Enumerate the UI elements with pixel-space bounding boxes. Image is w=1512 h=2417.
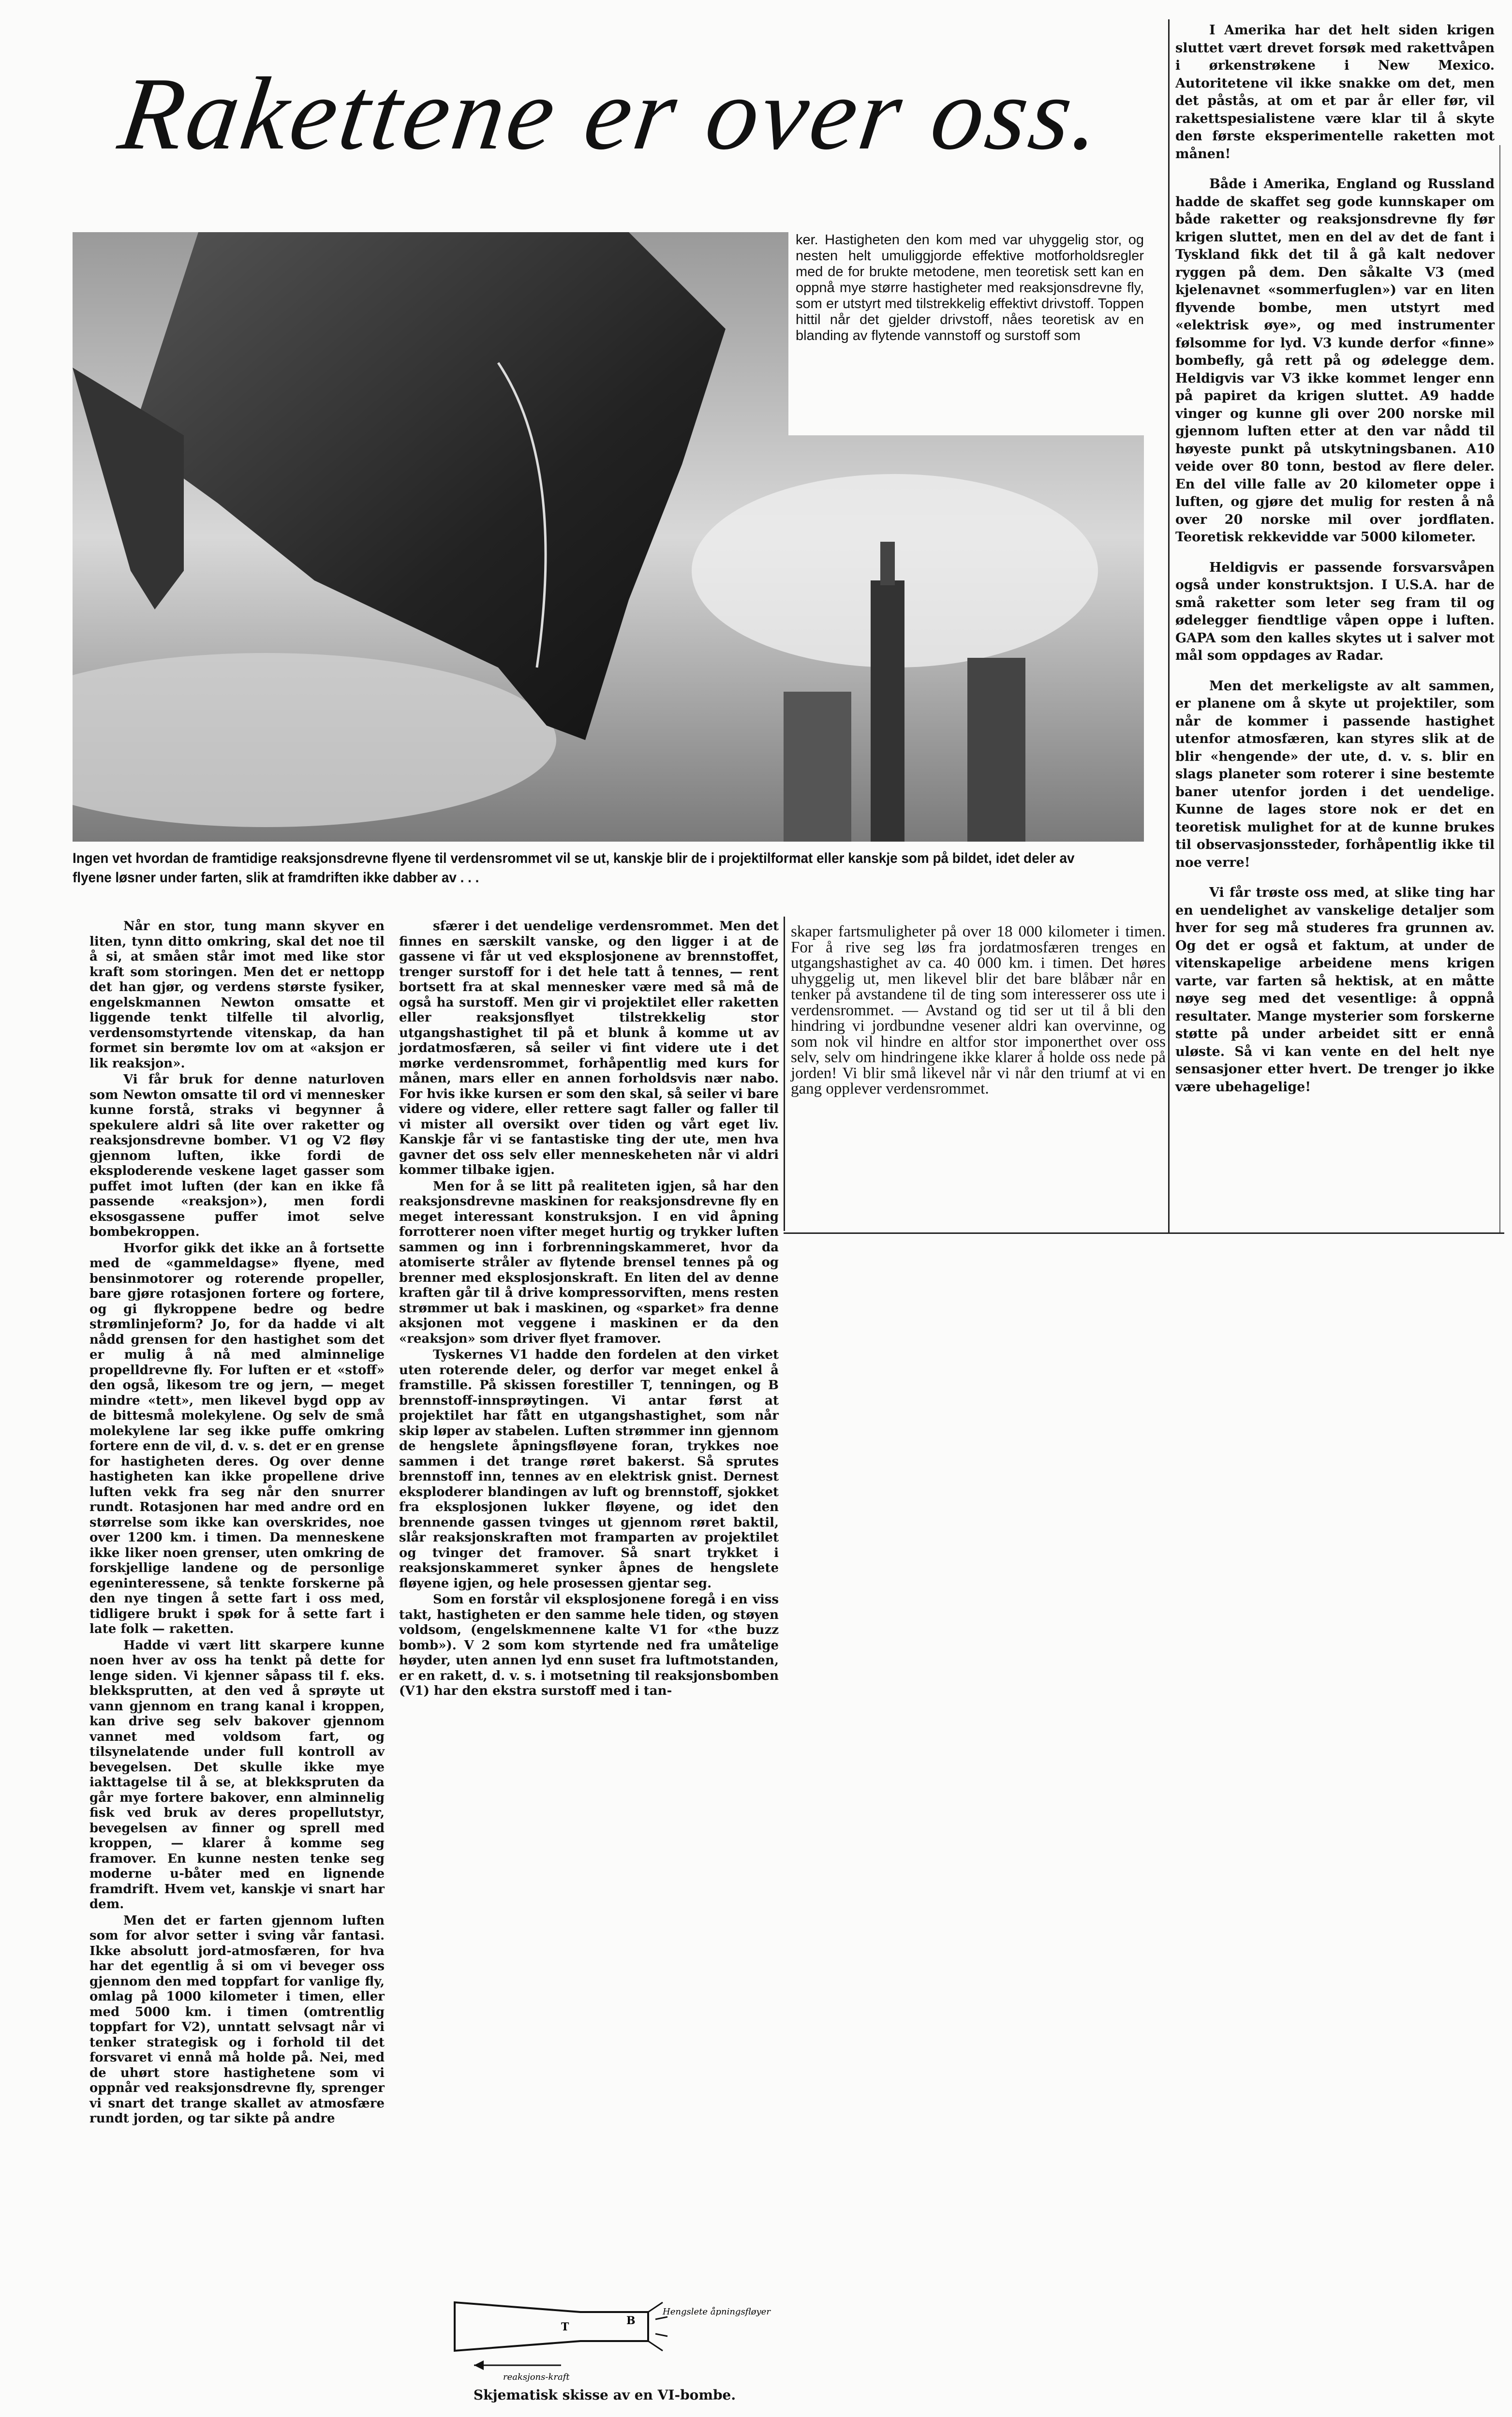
paragraph: Når en stor, tung mann skyver en liten, tynn ditto omkring, skal det noe til å si, at småen står imot med like stor kraft som storingen. Men det er nettopp det han gjør, og verdens største fysiker, engelskmannen Newton omsatte et liggende tenkt tilfelle til alvorlig, verdensomstyrtende vitenskap, da han formet sin berømte lov om at «aksjon er lik reaksjon». (89, 919, 385, 1071)
label-t: T (561, 2321, 569, 2333)
paragraph: Som en forstår vil eksplosjonene foregå i en viss takt, hastigheten er den samme hele tiden, og støyen voldsom, (engelskmennene kalte V1 for «the buzz bomb»). V 2 som kom styrtende ned fra umåtelige høyder, uten annen lyd enn suset fra luftmotstanden, er en rakett, d. v. s. i motsetning til reaksjonsbomben (V1) har den ekstra surstoff med i tan- (399, 1592, 779, 1698)
paragraph: Tyskernes V1 hadde den fordelen at den virket uten roterende deler, og derfor var meget enkel å framstille. På skissen forestiller T, tenningen, og B brennstoff-innsprøytingen. Vi antar først at projektilet har fått en utgangshastighet, som når skip løper av stabelen. Luften strømmer inn gjennom de hengslete åpningsfløyene foran, trykkes noe sammen i det trange røret bakerst. Så sprutes brennstoff inn, tennes av en elektrisk gnist. Dernest eksploderer blandingen av luft og brennstoff, sjokket fra eksplosjonen lukker fløyene, og idet den brennende gassen tvinges ut gjennom røret baktil, slår reaksjonskraften mot framparten av projektilet og tvinger det framover. Så snart trykket i reaksjonskammeret synker åpnes de hengslete fløyene igjen, og hele prosessen gjentar seg. (399, 1348, 779, 1591)
label-b: B (626, 2314, 636, 2327)
paragraph: sfærer i det uendelige verdensrommet. Men det finnes en særskilt vanske, og den ligger i at de gassene vi får ut ved eksplosjonene av brennstoffet, trenger surstoff for i det hele tatt å tennes, — rent bortsett fra at skal mennesker være med så må de også ha surstoff. Men gir vi projektilet eller raketten eller reaksjonsflyet tilstrekkelig stor utgangshastighet til på et blunk å komme ut av jordatmosfæren, så seiler vi fint videre ute i det mørke verdensrommet, forhåpentlig med kurs for månen, mars eller en annen forholdsvis nær nabo. For hvis ikke kursen er som den skal, så seiler vi bare videre og videre, eller rettere sagt faller og faller til vi mister all oversikt over tiden og vårt eget liv. Kanskje får vi se fantastiske ting der ute, men hva gavner det oss selv eller menneskeheten når vi aldri kommer tilbake igjen. (399, 919, 779, 1177)
column-3 (791, 924, 1166, 1097)
column-rule (1499, 145, 1500, 1233)
photo-caption: Ingen vet hvordan de framtidige reaksjonsdrevne flyene til verdensrommet vil se ut, kanskje blir de i projektilformat eller kanskje som på bildet, idet deler av flyene løsner under farten, slik at framdriften ikke dabber av . . . (73, 850, 1075, 886)
paragraph: Hvorfor gikk det ikke an å fortsette med de «gammeldagse» flyene, med bensinmotorer og roterende propeller, bare gjøre rotasjonen fortere og fortere, og gi flykroppene bedre og bedre strømlinjeform? Jo, for da hadde vi alt nådd grensen for den hastighet som det er mulig å nå med alminnelige propelldrevne fly. For luften er et «stoff» den også, likesom tre og jern, — meget mindre «tett», men likevel bygd opp av de bittesmå molekylene. Og selv de små molekylene lar seg ikke puffe omkring fortere enn de vil, d. v. s. det er en grense for hastigheten deres. Og over denne hastigheten kan ikke propellene drive luften vekk fra seg når den snurrer rundt. Rotasjonen har med andre ord en størrelse som ikke kan overskrides, noe over 1200 km. i timen. Da menneskene ikke liker noen grenser, uten omkring de forskjellige landene og de personlige egeninteressene, så tenkte forskerne på den nye tingen å sette fart i oss med, tidligere brukt i spøk for å sette fart i late folk — raketten. (89, 1241, 385, 1636)
paragraph: Hadde vi vært litt skarpere kunne noen hver av oss ha tenkt på dette for lenge siden. Vi kjenner såpass til f. eks. blekksprutten, at den ved å sprøyte ut vann gjennom en trang kanal i kroppen, kan drive seg selv bakover gjennom vannet med voldsom fart, og tilsynelatende under full kontroll av bevegelsen. Det skulle ikke mye iakttagelse til å se, at blekkspruten da går mye fortere bakover, enn alminnelig fisk ved bruk av deres propellutstyr, bevegelsen av finner og sprell med kroppen, — klarer å komme seg framover. En kunne nesten tenke seg moderne u-båter med en lignende framdrift. Hvem vet, kanskje vi snart har dem. (89, 1638, 385, 1912)
paragraph: I Amerika har det helt siden krigen sluttet vært drevet forsøk med rakettvåpen i ørkenstrøkene i New Mexico. Autoritetene vil ikke snakke om det, men det påstås, at om et par år eller før, vil rakettspesialistene være klar til å skyte den første eksperimentelle raketten mot månen! (1175, 23, 1495, 162)
label-force: reaksjons-kraft (503, 2372, 570, 2382)
column-rule (1168, 19, 1170, 1233)
right-column (1175, 22, 1495, 1109)
paragraph: skaper fartsmuligheter på over 18 000 kilometer i timen. For å rive seg løs fra jordatmosfæren trenges en utgangshastighet av ca. 40 000 km. i timen. Det høres uhyggelig ut, men likevel blir det bare blåbær når en tenker på avstandene til de ting som interesserer oss ute i verdensrommet. — Avstand og tid ser ut til å bli den hindring vi jordbundne vesener aldri kan overvinne, og som nok vil hindre en altfor stor imponerthet over oss selv, selv om hindringene ikke klarer å holde oss nede på jorden! Vi blir små likevel når vi når den triumf at vi en gang opplever verdensrommet. (791, 923, 1166, 1097)
building (967, 658, 1025, 842)
column-rule (784, 917, 785, 1231)
bomb-outline (455, 2302, 648, 2351)
diagram-caption: Skjematisk skisse av en VI-bombe. (473, 2387, 736, 2403)
section-divider (784, 1232, 1504, 1234)
paragraph: ker. Hastigheten den kom med var uhyggelig stor, og nesten helt umuliggjorde effektive motforholdsregler med de for brukte metodene, men teoretisk sett kan en oppnå mye større hastigheter med reaksjonsdrevne fly, som er utstyrt med tilstrekkelig effektivt drivstoff. Toppen hittil når det gjelder drivstoff, nåes teoretisk av en blanding av flytende vannstoff og surstoff som (796, 232, 1144, 343)
column-1 (89, 919, 385, 2128)
paragraph: Heldigvis er passende forsvarsvåpen også under konstruktsjon. I U.S.A. har de små raketter som leter seg fram til og ødelegger fiendtlige våpen oppe i luften. GAPA som den kalles skytes ut i salver mot mål som oppdages av Radar. (1175, 560, 1495, 663)
column-2 (399, 919, 779, 1700)
paragraph: Men det merkeligste av alt sammen, er planene om å skyte ut projektiler, som når de kommer i passende hastighet utenfor atmosfæren, kan styres slik at de blir «hengende» der ute, d. v. s. blir en slags planeter som roterer i sine bestemte baner utenfor jorden i det uendelige. Kunne de lages store nok er det en teoretisk mulighet for at de kunne brukes til observasjonssteder, forhåpentlig ikke til noe verre! (1175, 678, 1495, 870)
photo-overlay-text (796, 232, 1144, 344)
paragraph: Men for å se litt på realiteten igjen, så har den reaksjonsdrevne maskinen for reaksjonsdrevne fly en meget interessant konstruksjon. I en vid åpning forrotterer noen vifter meget hurtig og trykker luften sammen og inn i forbrenningskammeret, hvor da atomiserte stråler av flytende brensel tennes på og brenner med eksplosjonskraft. En liten del av denne kraften går til å drive kompressorviften, mens resten strømmer ut bak i maskinen, og «sparket» fra denne aksjonen mot veggene i maskinen er da den «reaksjon» som driver flyet framover. (399, 1179, 779, 1346)
v1-bomb-sketch (435, 2273, 774, 2385)
paragraph: Men det er farten gjennom luften som for alvor setter i sving vår fantasi. Ikke absolutt jord-atmosfæren, for hva har det egentlig å si om vi beveger oss gjennom den med toppfart for vanlige fly, omlag på 1000 kilometer i timen, eller med 5000 km. i timen (omtrentlig toppfart for V2), unntatt selvsagt når vi tenker strategisk og i forhold til det forsvaret vi ennå må holde på. Nei, med de uhørt store hastighetene som vi oppnår ved reaksjonsdrevne fly, sprenger vi snart det trange skallet av atmosfære rundt jorden, og tar sikte på andre (89, 1913, 385, 2126)
paragraph: Vi får bruk for denne naturloven som Newton omsatte til ord vi mennesker kunne forstå, straks vi begynner å spekulere aldri så lite over raketter og reaksjonsdrevne bomber. V1 og V2 fløy gjennom luften, ikke fordi de eksploderende veskene laget gasser som puffet imot luften (der kan en ikke få passende «reaksjon»), men fordi eksosgassene puffer imot selve bombekroppen. (89, 1072, 385, 1239)
headline: Rakettene er over oss. (113, 56, 1112, 171)
paragraph: Både i Amerika, England og Russland hadde de skaffet seg gode kunnskaper om både raketter og reaksjonsdrevne fly før krigen sluttet, men en del av det de fant i Tyskland fikk det til å gå kalt nedover ryggen på dem. Den såkalte V3 (med kjelenavnet «sommerfuglen») var en liten flyvende bombe, men utstyrt med «elektrisk øye», og med instrumenter følsomme for lyd. V3 kunde derfor «finne» bombefly, gå rett på og ødelegge dem. Heldigvis var V3 ikke kommet lenger enn på papiret da krigen sluttet. A9 hadde vinger og kunne gli over 200 norske mil gjennom luften etter at den var nådd til høyeste punkt på utskytningsbanen. A10 veide over 80 tonn, bestod av flere deler. En del ville falle av 20 kilometer oppe i luften, og gjøre det mulig for resten å nå over 20 norske mil over jordflaten. Teoretisk rekkevidde var 5000 kilometer. (1175, 177, 1495, 545)
building (784, 692, 851, 842)
tower (871, 580, 904, 842)
paragraph: Vi får trøste oss med, at slike ting har en uendelighet av vanskelige detaljer som hver for seg må studeres fra grunnen av. Og det er også et faktum, at under de vitenskapelige arbeidene mens krigen varte, var farten så hektisk, at en måtte nøye seg med det vesentlige: å oppnå resultater. Mange mysterier som forskerne støtte på under arbeidet sitt er ennå uløste. Så vi kan vente en del helt nye sensasjoner etter hvert. De trenger jo ikke være ubehagelige! (1175, 885, 1495, 1095)
label-flaps: Hengslete åpningsfløyer (663, 2307, 771, 2317)
